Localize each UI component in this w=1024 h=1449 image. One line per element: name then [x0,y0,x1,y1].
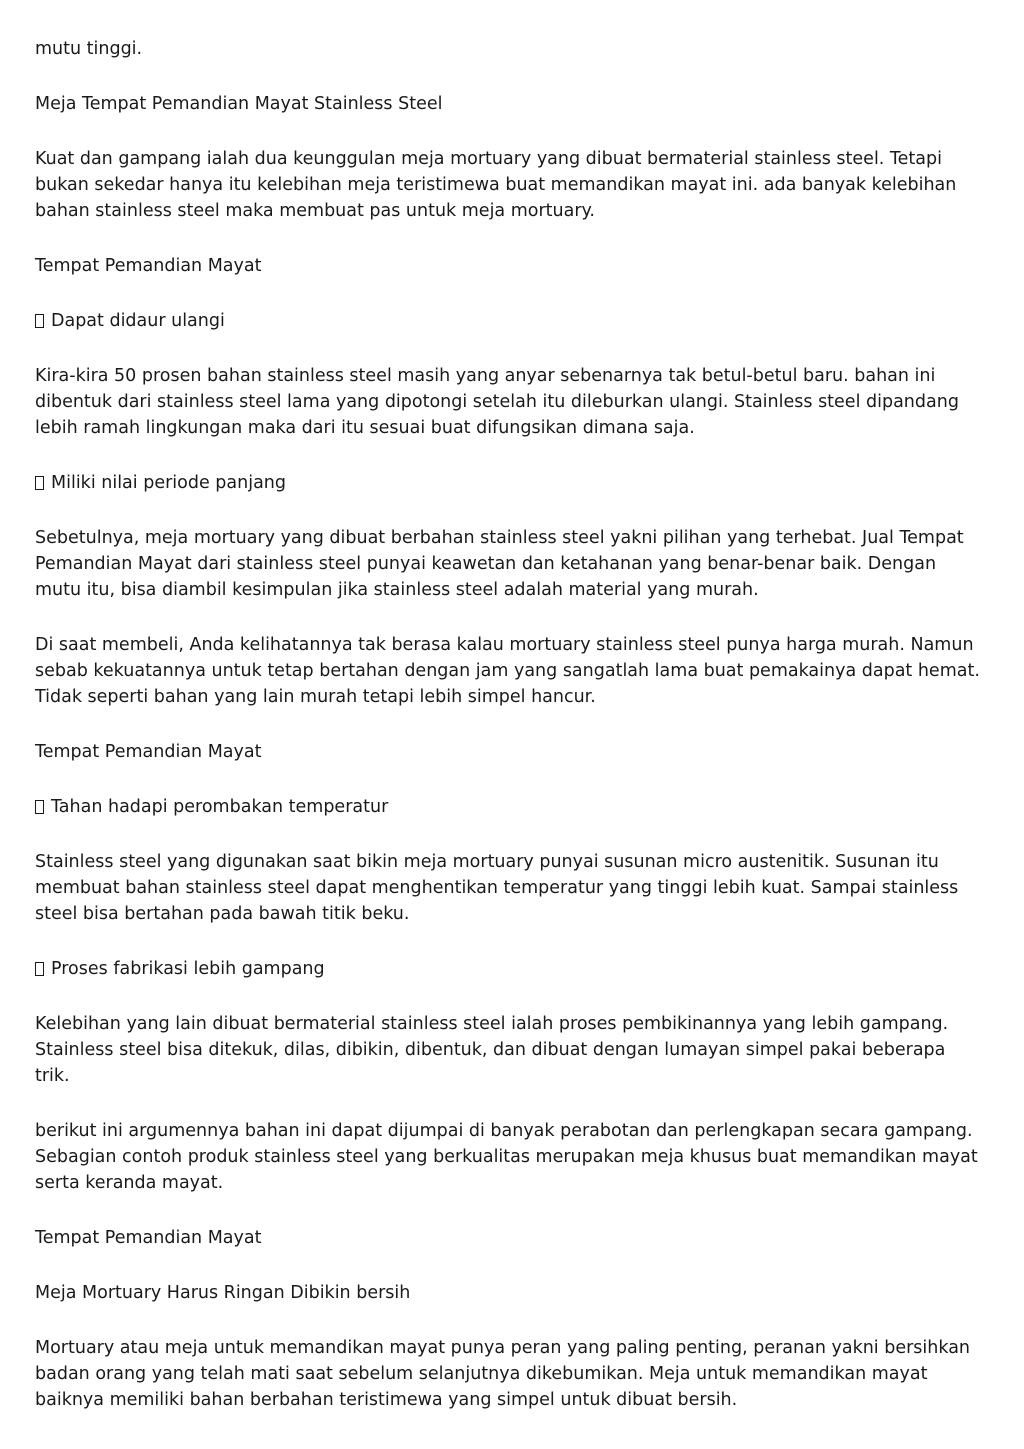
paragraph: Di saat membeli, Anda kelihatannya tak berasa kalau mortuary stainless steel punya harga murah. Namun sebab kekuatannya untuk tetap bertahan dengan jam yang sangatlah lama buat pemakainya dapat hemat. Tidak seperti bahan yang lain murah tetapi lebih simpel hancur. [35,635,980,707]
section-heading: Meja Mortuary Harus Ringan Dibikin bersih [35,1283,411,1303]
paragraph: Stainless steel yang digunakan saat bikin meja mortuary punyai susunan micro austenitik. Susunan itu membuat bahan stainless steel dapat menghentikan temperatur yang tinggi lebih kuat. Sampai stainless steel bisa bertahan pada bawah titik beku. [35,852,959,924]
section-heading: Tempat Pemandian Mayat [35,1228,262,1248]
section-heading: Tempat Pemandian Mayat [35,742,262,762]
missing-glyph-box-icon [35,476,44,490]
bullet-item-label: Tahan hadapi perombakan temperatur [51,797,389,817]
paragraph: Mortuary atau meja untuk memandikan mayat punya peran yang paling penting, peranan yakni bersihkan badan orang yang telah mati saat sebelum selanjutnya dikebumikan. Meja untuk memandikan mayat baiknya memiliki bahan berbahan teristimewa yang simpel untuk dibuat bersih. [35,1338,971,1410]
missing-glyph-box-icon [35,314,44,328]
paragraph: Kelebihan yang lain dibuat bermaterial stainless steel ialah proses pembikinannya yang lebih gampang. Stainless steel bisa ditekuk, dilas, dibikin, dibentuk, dan dibuat dengan lumayan simpel pakai beberapa trik. [35,1014,949,1086]
missing-glyph-box-icon [35,800,44,814]
bullet-item [35,470,985,496]
paragraph: Kira-kira 50 prosen bahan stainless steel masih yang anyar sebenarnya tak betul-betul baru. bahan ini dibentuk dari stainless steel lama yang dipotongi setelah itu dileburkan ulangi. Stainless steel dipandang lebih ramah lingkungan maka dari itu sesuai buat difungsikan dimana saja. [35,366,959,438]
section-heading: Meja Tempat Pemandian Mayat Stainless Steel [35,94,443,114]
missing-glyph-box-icon [35,962,44,976]
document-page [35,36,985,1442]
bullet-item-label: Dapat didaur ulangi [51,311,225,331]
bullet-item-label: Proses fabrikasi lebih gampang [51,959,325,979]
paragraph: Sebetulnya, meja mortuary yang dibuat berbahan stainless steel yakni pilihan yang terhebat. Jual Tempat Pemandian Mayat dari stainless steel punyai keawetan dan ketahanan yang benar-benar baik. Dengan mutu itu, bisa diambil kesimpulan jika stainless steel adalah material yang murah. [35,528,964,600]
paragraph: Kuat dan gampang ialah dua keunggulan meja mortuary yang dibuat bermaterial stainless steel. Tetapi bukan sekedar hanya itu kelebihan meja teristimewa buat memandikan mayat ini. ada banyak kelebihan bahan stainless steel maka membuat pas untuk meja mortuary. [35,149,957,221]
bullet-item [35,308,985,334]
paragraph: mutu tinggi. [35,39,143,59]
bullet-item-label: Miliki nilai periode panjang [51,473,286,493]
bullet-item [35,794,985,820]
bullet-item [35,956,985,982]
section-heading: Tempat Pemandian Mayat [35,256,262,276]
paragraph: berikut ini argumennya bahan ini dapat dijumpai di banyak perabotan dan perlengkapan secara gampang. Sebagian contoh produk stainless steel yang berkualitas merupakan meja khusus buat memandikan mayat serta keranda mayat. [35,1121,978,1193]
